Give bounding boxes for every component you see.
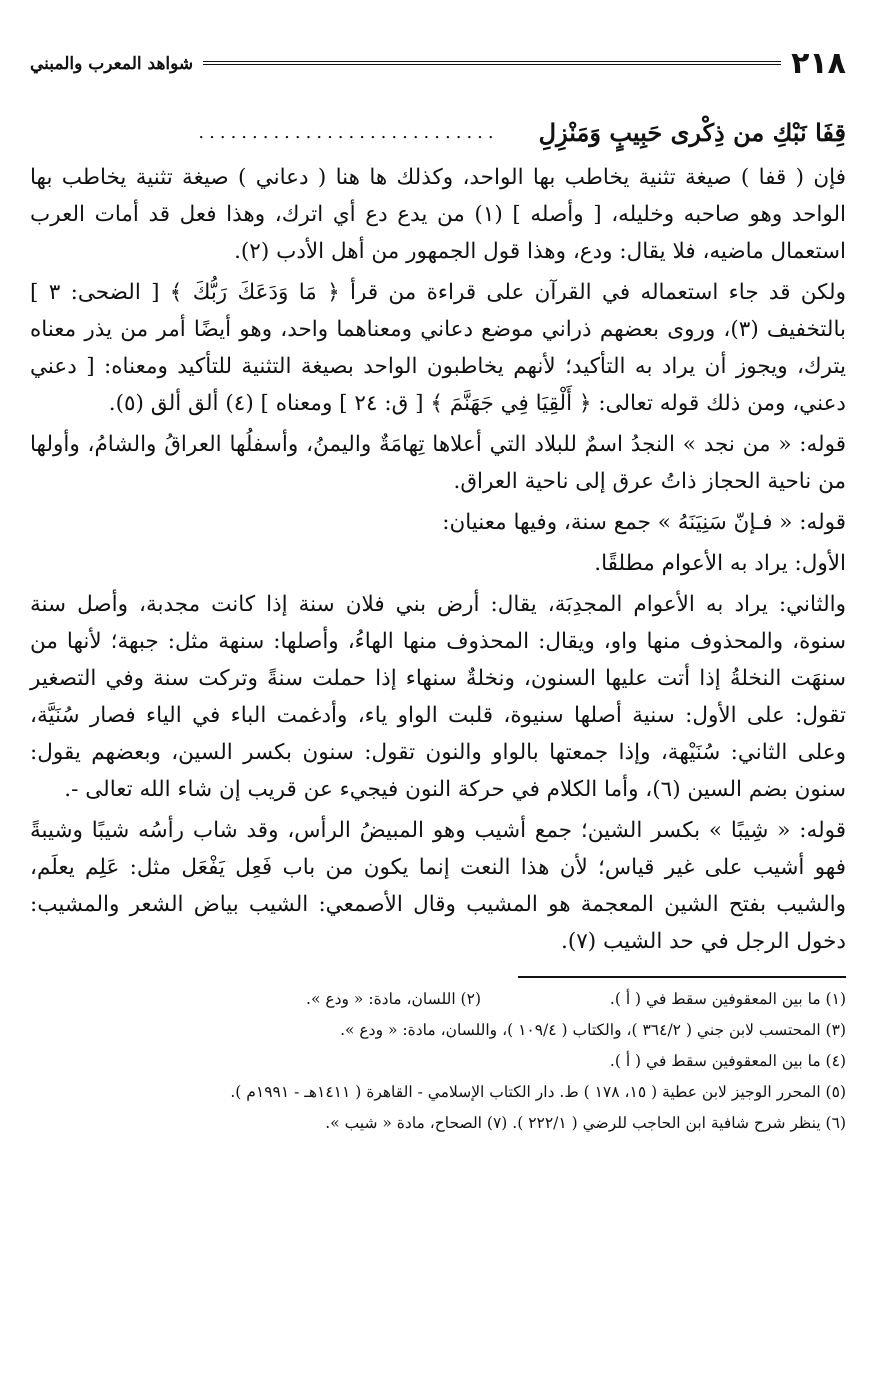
main-text <box>30 159 846 960</box>
footnote-separator <box>518 976 846 978</box>
footnotes <box>30 984 846 1139</box>
footnote: (٥) المحرر الوجيز لابن عطية ( ١٥، ١٧٨ ) ط. دار الكتاب الإسلامي - القاهرة ( ١٤١١هـ - ١٩٩١م ). <box>230 1083 846 1101</box>
footnote: (٣) المحتسب لابن جني ( ٣٦٤/٢ )، والكتاب ( ١٠٩/٤ )، واللسان، مادة: « ودع ». <box>340 1021 846 1039</box>
book-page <box>30 44 846 1139</box>
running-title: شواهد المعرب والمبني <box>30 54 194 74</box>
verse-ellipsis: ............................ <box>198 122 499 143</box>
paragraph: ولكن قد جاء استعماله في القرآن على قراءة من قرأ ﴿ مَا وَدَعَكَ رَبُّكَ ﴾ [ الضحى: ٣ ] بالتخفيف (٣)، وروى بعضهم ذراني موضع دعاني ومعناهما واحد، وهو أيضًا أمر من يذر معناه يترك، ويجوز أن يراد به التأكيد؛ لأنهم يخاطبون الواحد بصيغة التثنية للتأكيد ومعناه: [ دعني دعني، ومن ذلك قوله تعالى: ﴿ أَلْقِيَا فِي جَهَنَّمَ ﴾ [ ق: ٢٤ ] ومعناه ] (٤) ألق ألق (٥). <box>30 280 846 416</box>
header-rule <box>203 61 781 68</box>
paragraph: الأول: يراد به الأعوام مطلقًا. <box>594 551 846 576</box>
paragraph: قوله: « فـإنّ سَنِيَنَهُ » جمع سنة، وفيها معنيان: <box>442 510 846 535</box>
page-number: ٢١٨ <box>791 46 846 81</box>
paragraph: قوله: « شِيبًا » بكسر الشين؛ جمع أشيب وهو المبيضُ الرأس، وقد شاب رأسُه شيبًا وشيبةً فهو أشيب على غير قياس؛ لأن هذا النعت إنما يكون من باب فَعِل يَفْعَل مثل: عَلِم يعلَم، والشيب بفتح الشين المعجمة هو المشيب وقال الأصمعي: الشيب بياض الشعر والمشيب: دخول الرجل في حد الشيب (٧). <box>30 818 846 954</box>
paragraph: والثاني: يراد به الأعوام المجدِبَة، يقال: أرض بني فلان سنة إذا كانت مجدبة، وأصل سنة سنوة، والمحذوف منها واو، ويقال: المحذوف منها الهاءُ، وأصلها: سنهة مثل: جبهة؛ لأنها من سنهَت النخلةُ إذا أتت عليها السنون، ونخلةٌ سنهاء إذا حملت سنةً وتركت سنة وفي التصغير تقول: على الأول: سنية أصلها سنيوة، قلبت الواو ياء، وأدغمت الباء في الياء فصار سُنَيَّة، وعلى الثاني: سُنَيْهة، وإذا جمعتها بالواو والنون تقول: سنون بكسر السين، وبعضهم يقول: سنون بضم السين (٦)، وأما الكلام في حركة النون فيجيء عن قريب إن شاء الله تعالى -. <box>30 592 846 802</box>
footnote: (١) ما بين المعقوفين سقط في ( أ ). <box>609 990 846 1008</box>
paragraph: فإن ( قفا ) صيغة تثنية يخاطب بها الواحد، وكذلك ها هنا ( دعاني ) صيغة تثنية يخاطب بها الواحد وهو صاحبه وخليله، [ وأصله ] (١) من يدع دع أي اترك، وهذا فعل قد أمات العرب استعمال ماضيه، فلا يقال: ودع، وهذا قول الجمهور من أهل الأدب (٢). <box>30 165 846 264</box>
paragraph: قوله: « من نجد » النجدُ اسمٌ للبلاد التي أعلاها تِهامَةٌ واليمنُ، وأسفلُها العراقُ والشامُ، وأولها من ناحية الحجاز ذاتُ عرق إلى ناحية العراق. <box>30 432 846 494</box>
footnote: (٢) اللسان، مادة: « ودع ». <box>306 990 481 1008</box>
footnote-row <box>30 984 846 1015</box>
footnote: (٤) ما بين المعقوفين سقط في ( أ ). <box>609 1052 846 1070</box>
verse-text: قِفَا نَبْكِ من ذِكْرى حَبِيبٍ وَمَنْزِلِ <box>538 118 846 147</box>
verse-line <box>30 118 846 147</box>
footnote: (٦) ينظر شرح شافية ابن الحاجب للرضي ( ٢٢٢/١ ). (٧) الصحاح، مادة « شيب ». <box>325 1114 846 1132</box>
page-header <box>30 44 846 84</box>
